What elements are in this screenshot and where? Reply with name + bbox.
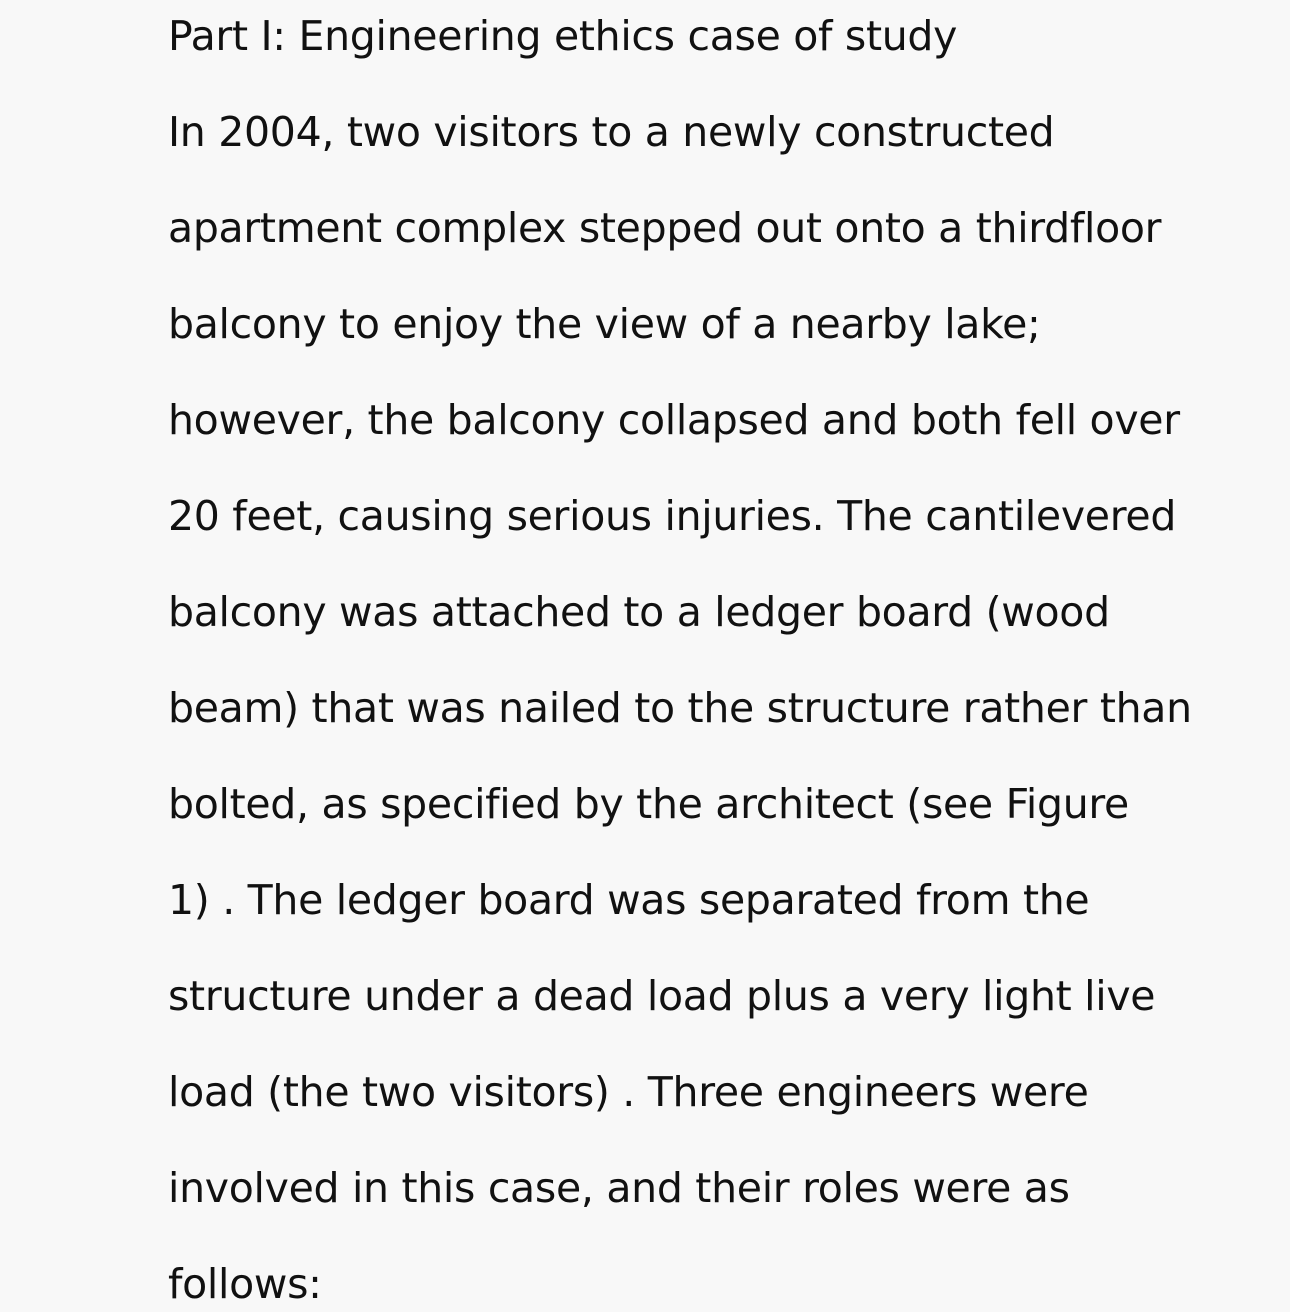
text-line: however, the balcony collapsed and both fell over (168, 396, 1180, 444)
text-line: apartment complex stepped out onto a thirdfloor (168, 204, 1162, 252)
text-line: involved in this case, and their roles were as (168, 1164, 1070, 1212)
text-line: In 2004, two visitors to a newly constructed (168, 108, 1055, 156)
text-line: 20 feet, causing serious injuries. The cantilevered (168, 492, 1177, 540)
text-line: load (the two visitors) . Three engineers were (168, 1068, 1089, 1116)
text-line-partial: follows: (168, 1260, 322, 1308)
text-line: balcony was attached to a ledger board (wood (168, 588, 1110, 636)
document-heading: Part I: Engineering ethics case of study (168, 12, 958, 60)
text-line: balcony to enjoy the view of a nearby lake; (168, 300, 1041, 348)
text-line: 1) . The ledger board was separated from the (168, 876, 1090, 924)
text-line: structure under a dead load plus a very light live (168, 972, 1156, 1020)
text-line: bolted, as specified by the architect (see Figure (168, 780, 1129, 828)
text-line: beam) that was nailed to the structure rather than (168, 684, 1192, 732)
